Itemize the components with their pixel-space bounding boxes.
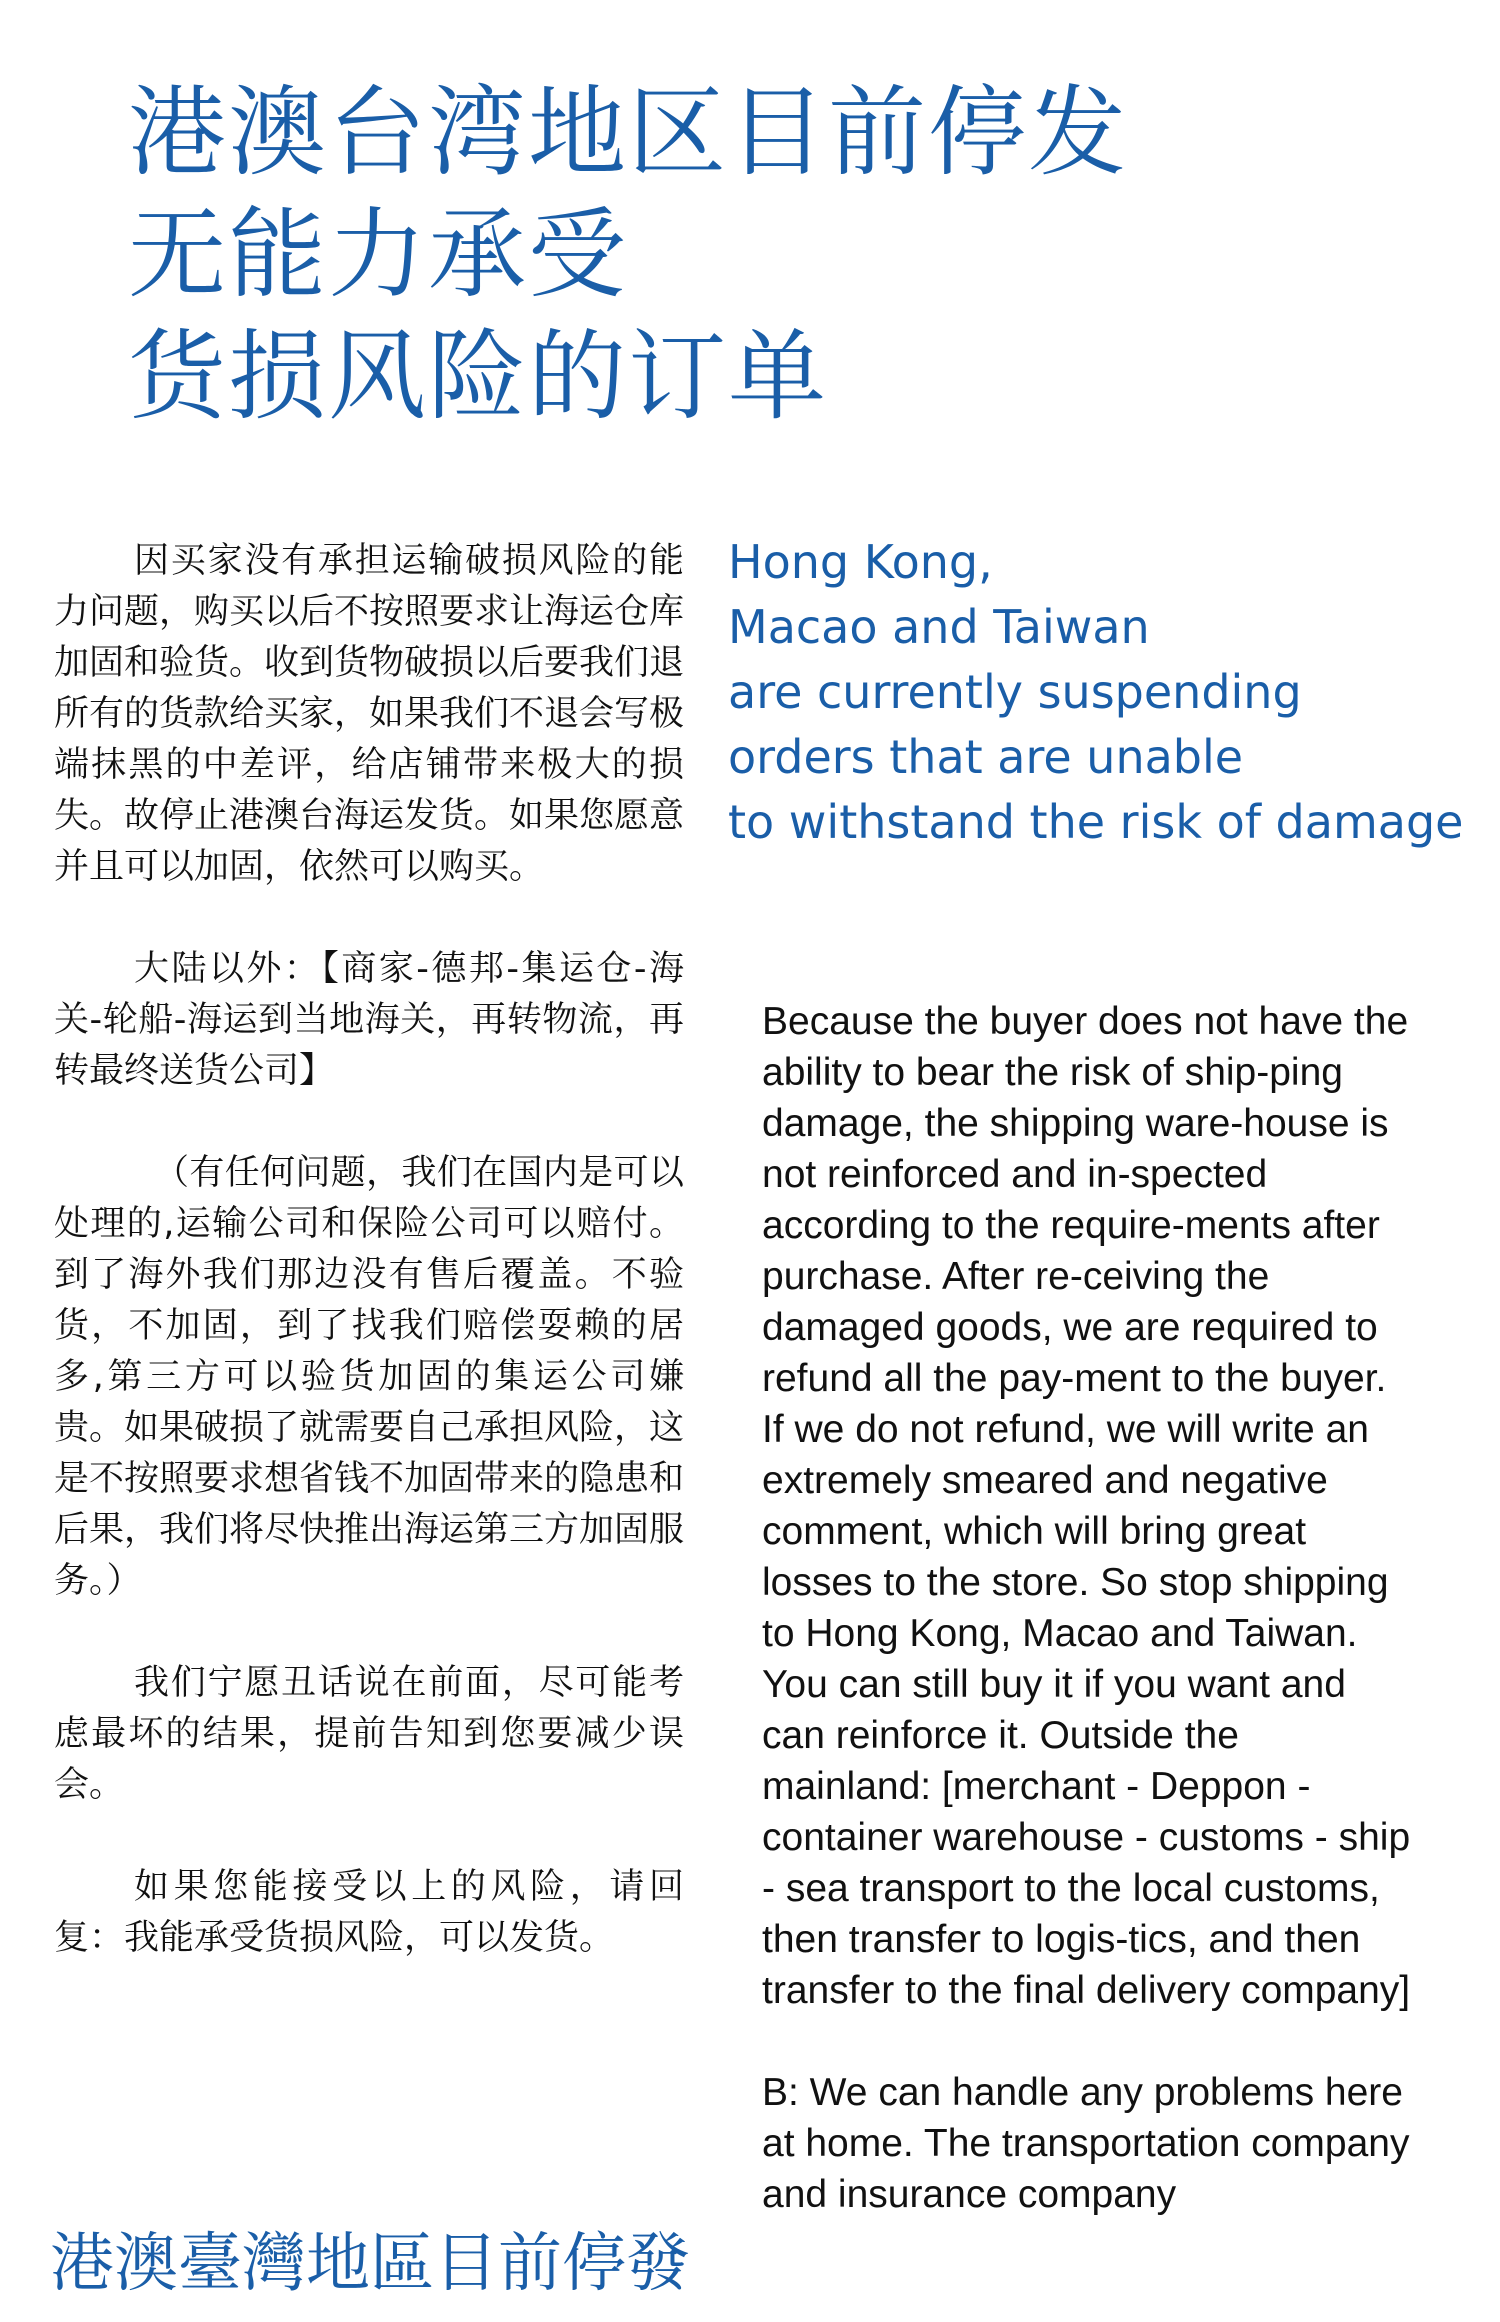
english-title	[728, 530, 1463, 855]
english-title-line-5: to withstand the risk of damage	[728, 795, 1464, 849]
english-column	[762, 996, 1412, 2271]
traditional-title: 港澳臺灣地區目前停發	[50, 2227, 690, 2301]
chinese-paragraph-3: （有任何问题，我们在国内是可以处理的,运输公司和保险公司可以赔付。到了海外我们那边没有售后覆盖。不验货，不加固，到了找我们赔偿耍赖的居多,第三方可以验货加固的集运公司嫌贵。如果破损了就需要自己承担风险，这是不按照要求想省钱不加固带来的隐患和后果，我们将尽快推出海运第三方加固服务。）	[54, 1153, 685, 1601]
chinese-paragraph-5: 如果您能接受以上的风险，请回复：我能承受货损风险，可以发货。	[54, 1867, 684, 1958]
chinese-paragraph-2: 大陆以外：【商家-德邦-集运仓-海关-轮船-海运到当地海关，再转物流，再转最终送货公司】	[54, 949, 684, 1091]
english-title-line-1: Hong Kong,	[728, 535, 993, 589]
english-paragraph-1: Because the buyer does not have the ability to bear the risk of ship-ping damage, the shipping ware-house is not reinforced and in-spected according to the require-ments after purchase. After re-ceiving the damaged goods, we are required to refund all the pay-ment to the buyer. If we do not refund, we will write an extremely smeared and negative comment, which will bring great losses to the store. So stop shipping to Hong Kong, Macao and Taiwan. You can still buy it if you want and can reinforce it. Outside the mainland: [merchant - Deppon - container warehouse - customs - ship - sea transport to the local customs, then transfer to logis-tics, and then transfer to the final delivery company]	[762, 1000, 1411, 2012]
main-title	[128, 72, 1128, 438]
chinese-paragraph-1: 因买家没有承担运输破损风险的能力问题，购买以后不按照要求让海运仓库加固和验货。收到货物破损以后要我们退所有的货款给买家，如果我们不退会写极端抹黑的中差评，给店铺带来极大的损失。故停止港澳台海运发货。如果您愿意并且可以加固，依然可以购买。	[54, 541, 685, 887]
main-title-line-1: 港澳台湾地区目前停发	[128, 76, 1129, 190]
english-title-line-2: Macao and Taiwan	[728, 600, 1150, 654]
chinese-column	[54, 536, 684, 2015]
english-title-line-3: are currently suspending	[728, 665, 1302, 719]
chinese-paragraph-4: 我们宁愿丑话说在前面，尽可能考虑最坏的结果，提前告知到您要减少误会。	[54, 1663, 684, 1805]
english-title-line-4: orders that are unable	[728, 730, 1244, 784]
english-paragraph-2: B: We can handle any problems here at home. The transportation company and insurance company	[762, 2071, 1410, 2216]
main-title-line-2: 无能力承受	[128, 198, 629, 312]
main-title-line-3: 货损风险的订单	[128, 320, 829, 434]
